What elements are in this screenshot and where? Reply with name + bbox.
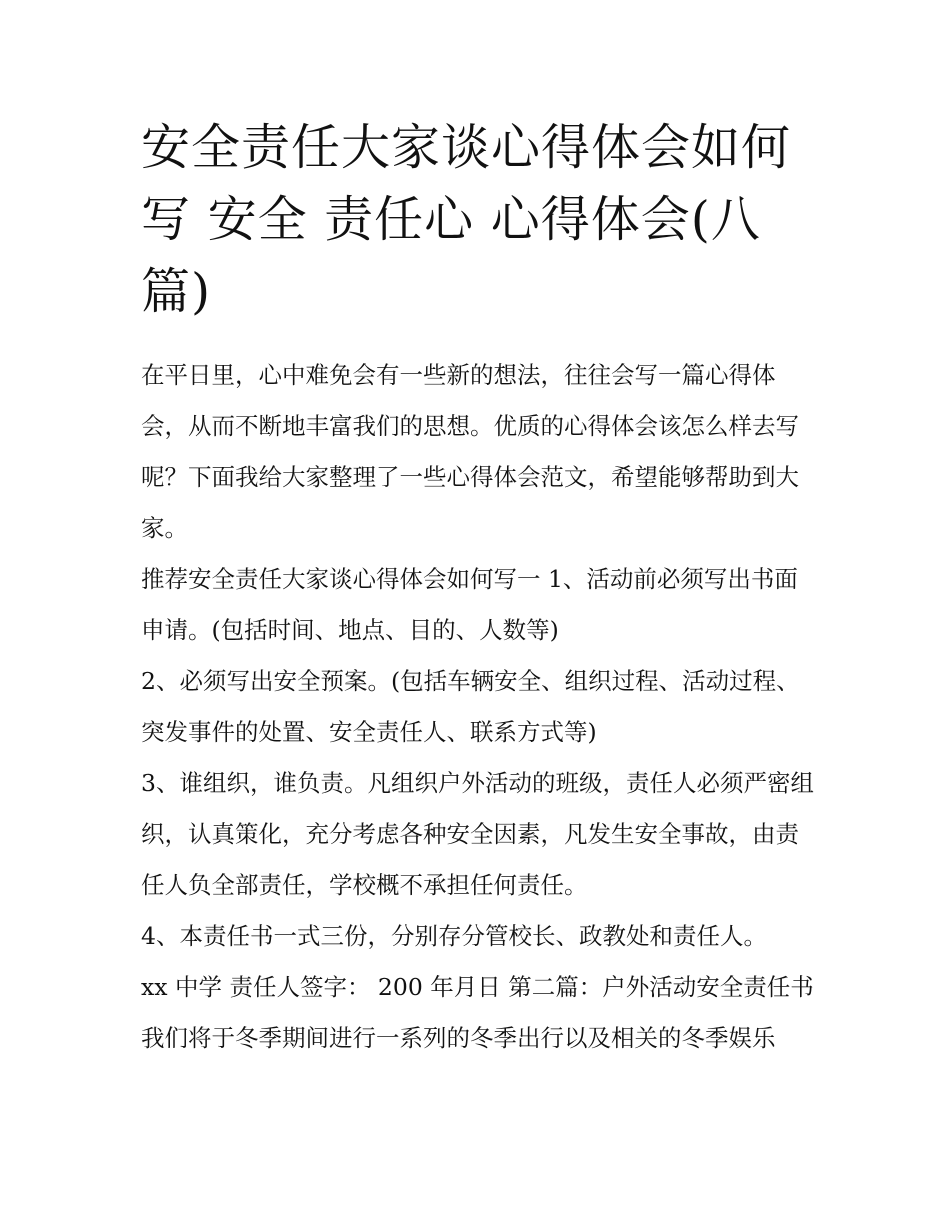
paragraph-item-3: 3、谁组织，谁负责。凡组织户外活动的班级，责任人必须严密组织，认真策化，充分考虑各种安全因素，凡发生安全事故，由责任人负全部责任，学校概不承担任何责任。 xyxy=(141,769,814,899)
paragraph-item-1: 推荐安全责任大家谈心得体会如何写一 1、活动前必须写出书面申请。(包括时间、地点、目的、人数等) xyxy=(141,565,798,644)
document-body xyxy=(141,112,821,1064)
paragraph-item-2: 2、必须写出安全预案。(包括车辆安全、组织过程、活动过程、突发事件的处置、安全责任人、联系方式等) xyxy=(141,667,800,746)
paragraph-second-section: 我们将于冬季期间进行一系列的冬季出行以及相关的冬季娱乐 xyxy=(141,1024,776,1052)
document-title: 安全责任大家谈心得体会如何写 安全 责任心 心得体会(八篇) xyxy=(141,119,792,320)
paragraph-item-4: 4、本责任书一式三份，分别存分管校长、政教处和责任人。 xyxy=(141,922,767,950)
paragraph-signature: xx 中学 责任人签字： 200 年月日 第二篇：户外活动安全责任书 xyxy=(141,973,814,1001)
paragraph-intro: 在平日里，心中难免会有一些新的想法，往往会写一篇心得体会，从而不断地丰富我们的思想。优质的心得体会该怎么样去写呢？下面我给大家整理了一些心得体会范文，希望能够帮助到大家。 xyxy=(141,361,799,542)
